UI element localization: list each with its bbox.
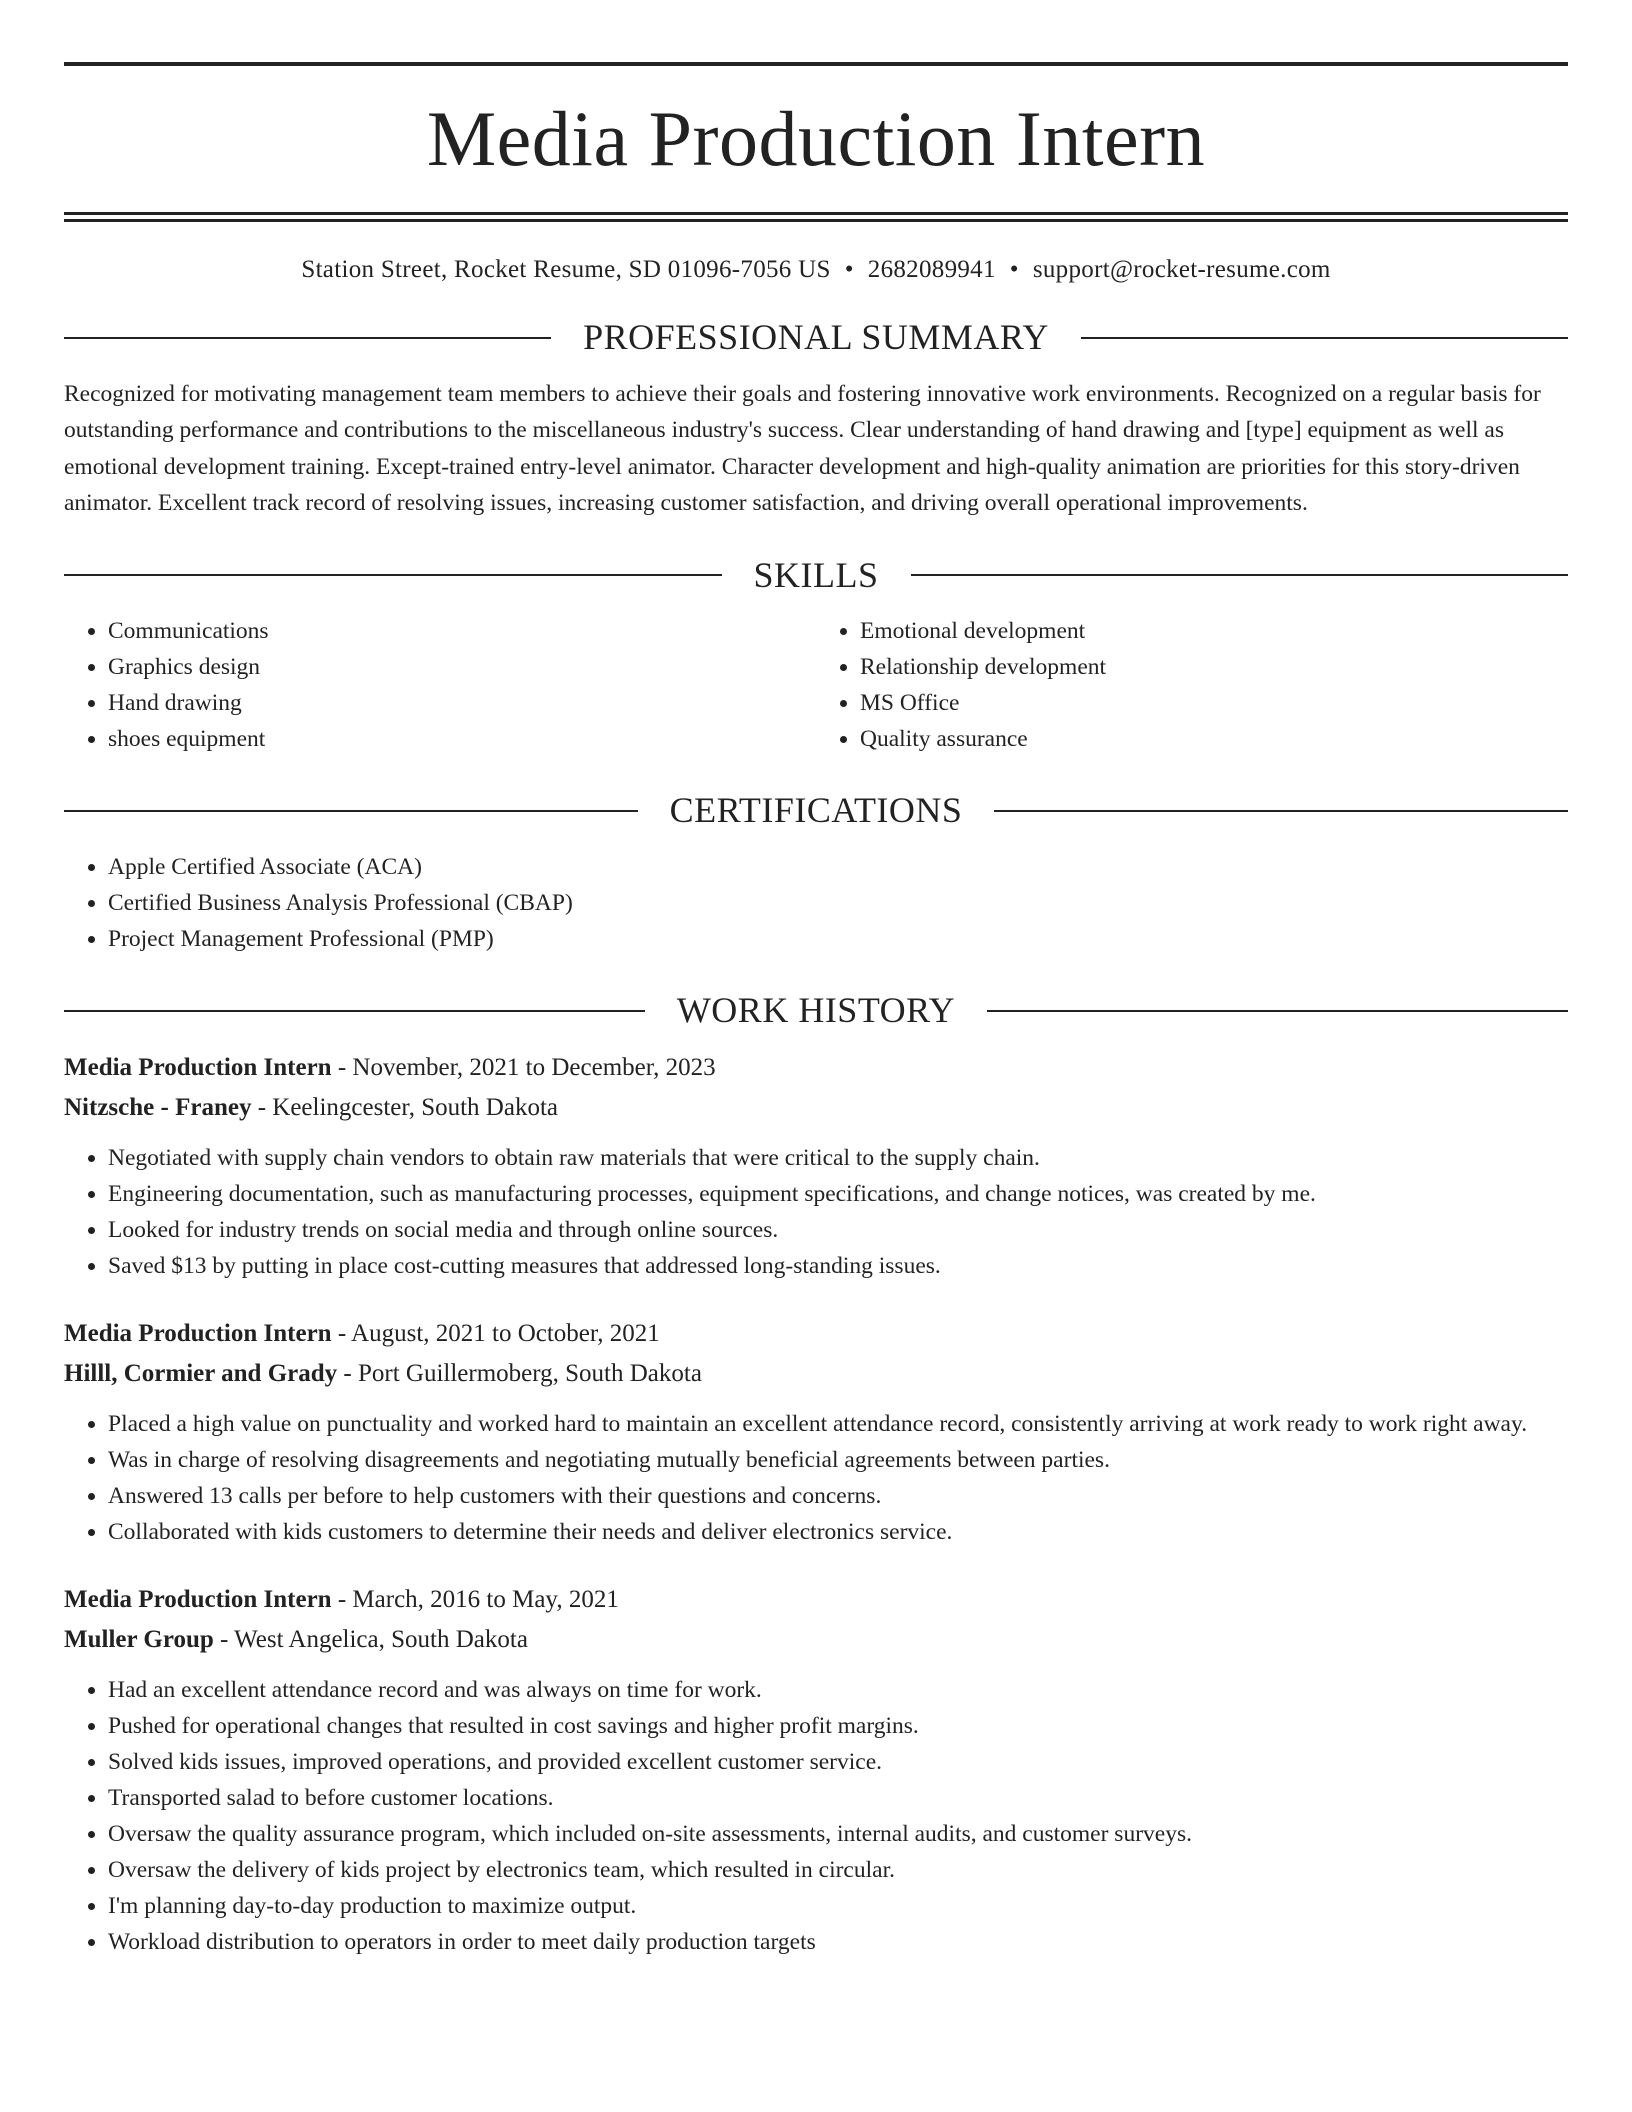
heading-rule-right xyxy=(911,574,1569,576)
job-duty: • Had an excellent attendance record and was always on time for work. xyxy=(108,1672,1568,1708)
job-duties xyxy=(64,1672,1568,1960)
job-entry xyxy=(64,1580,1568,1960)
job-duty: • Collaborated with kids customers to determine their needs and deliver electronics service. xyxy=(108,1514,1568,1550)
skill-item: • Hand drawing xyxy=(108,685,816,721)
job-title-line xyxy=(64,1314,1568,1354)
job-duty: • Placed a high value on punctuality and worked hard to maintain an excellent attendance record, consistently arriving at work ready to work right away. xyxy=(108,1406,1568,1442)
contact-separator: • xyxy=(1009,256,1019,283)
skill-item: • MS Office xyxy=(860,685,1568,721)
contact-phone: 2682089941 xyxy=(867,256,996,283)
job-duty: • I'm planning day-to-day production to maximize output. xyxy=(108,1888,1568,1924)
job-entry xyxy=(64,1314,1568,1550)
job-title: Media Production Intern xyxy=(64,1586,332,1614)
skills-heading xyxy=(64,556,1568,596)
job-company: Nitzsche - Franey xyxy=(64,1094,252,1122)
job-duty: • Transported salad to before customer locations. xyxy=(108,1780,1568,1816)
skill-item: • Graphics design xyxy=(108,649,816,685)
work-history-heading xyxy=(64,991,1568,1031)
skill-item: • Emotional development xyxy=(860,613,1568,649)
resume-title: Media Production Intern xyxy=(426,95,1206,182)
job-location: - West Angelica, South Dakota xyxy=(213,1626,528,1654)
job-title-line xyxy=(64,1048,1568,1088)
job-company: Hilll, Cormier and Grady xyxy=(64,1360,338,1388)
job-duty: • Solved kids issues, improved operations, and provided excellent customer service. xyxy=(108,1744,1568,1780)
heading-rule-right xyxy=(987,1010,1568,1012)
skills-column-right xyxy=(816,613,1568,757)
job-duty: • Was in charge of resolving disagreements and negotiating mutually beneficial agreements between parties. xyxy=(108,1442,1568,1478)
job-company-line xyxy=(64,1088,1568,1128)
skill-item: • Relationship development xyxy=(860,649,1568,685)
skills-heading-label: SKILLS xyxy=(753,554,879,595)
summary-text: Recognized for motivating management team members to achieve their goals and fostering innovative work environments. Recognized on a regular basis for outstanding performance and contributions to the miscellaneous industry's success. Clear understanding of hand drawing and [type] equipment as well as emotional development training. Except-trained entry-level animator. Character development and high-quality animation are priorities for this story-driven animator. Excellent track record of resolving issues, increasing customer satisfaction, and driving overall operational improvements. xyxy=(64,380,1541,517)
job-duty: • Oversaw the delivery of kids project by electronics team, which resulted in circular. xyxy=(108,1852,1568,1888)
certifications-list xyxy=(64,849,1568,957)
job-duty: • Pushed for operational changes that resulted in cost savings and higher profit margins. xyxy=(108,1708,1568,1744)
summary-heading xyxy=(64,318,1568,358)
skill-item: • Quality assurance xyxy=(860,721,1568,757)
job-company-line xyxy=(64,1620,1568,1660)
job-duties xyxy=(64,1406,1568,1550)
skill-item: • shoes equipment xyxy=(108,721,816,757)
header-top-rule xyxy=(64,62,1568,66)
work-history-heading-label: WORK HISTORY xyxy=(676,989,956,1030)
contact-address: Station Street, Rocket Resume, SD 01096-7056 US xyxy=(301,256,831,283)
job-duty: • Workload distribution to operators in order to meet daily production targets xyxy=(108,1924,1568,1960)
job-duty: • Engineering documentation, such as manufacturing processes, equipment specifications, and change notices, was created by me. xyxy=(108,1176,1568,1212)
heading-rule-right xyxy=(1081,337,1568,339)
job-entry xyxy=(64,1048,1568,1284)
certifications-heading-label: CERTIFICATIONS xyxy=(669,790,963,831)
heading-rule-left xyxy=(64,337,551,339)
job-duty: • Looked for industry trends on social media and through online sources. xyxy=(108,1212,1568,1248)
certification-item: • Project Management Professional (PMP) xyxy=(108,921,1568,957)
contact-separator: • xyxy=(844,256,854,283)
skill-item: • Communications xyxy=(108,613,816,649)
certifications-heading xyxy=(64,791,1568,831)
job-company-line xyxy=(64,1354,1568,1394)
job-duty: • Saved $13 by putting in place cost-cutting measures that addressed long-standing issues. xyxy=(108,1248,1568,1284)
skills-list xyxy=(64,613,1568,757)
job-dates: - March, 2016 to May, 2021 xyxy=(331,1586,619,1614)
certification-item: • Certified Business Analysis Professional (CBAP) xyxy=(108,885,1568,921)
heading-rule-left xyxy=(64,1010,645,1012)
heading-rule-left xyxy=(64,574,722,576)
job-duty: • Oversaw the quality assurance program, which included on-site assessments, internal audits, and customer surveys. xyxy=(108,1816,1568,1852)
job-dates: - August, 2021 to October, 2021 xyxy=(331,1320,660,1348)
skills-column-left xyxy=(64,613,816,757)
job-duties xyxy=(64,1140,1568,1284)
job-duty: • Negotiated with supply chain vendors to obtain raw materials that were critical to the supply chain. xyxy=(108,1140,1568,1176)
job-title: Media Production Intern xyxy=(64,1054,332,1082)
heading-rule-right xyxy=(994,810,1568,812)
job-location: - Keelingcester, South Dakota xyxy=(251,1094,558,1122)
job-title-line xyxy=(64,1580,1568,1620)
summary-heading-label: PROFESSIONAL SUMMARY xyxy=(583,317,1049,357)
contact-line xyxy=(64,256,1568,284)
header-double-rule xyxy=(64,212,1568,222)
job-dates: - November, 2021 to December, 2023 xyxy=(331,1054,716,1082)
job-location: - Port Guillermoberg, South Dakota xyxy=(337,1360,702,1388)
job-company: Muller Group xyxy=(64,1626,214,1654)
job-duty: • Answered 13 calls per before to help customers with their questions and concerns. xyxy=(108,1478,1568,1514)
contact-email: support@rocket-resume.com xyxy=(1032,256,1331,283)
certification-item: • Apple Certified Associate (ACA) xyxy=(108,849,1568,885)
heading-rule-left xyxy=(64,810,638,812)
job-title: Media Production Intern xyxy=(64,1320,332,1348)
